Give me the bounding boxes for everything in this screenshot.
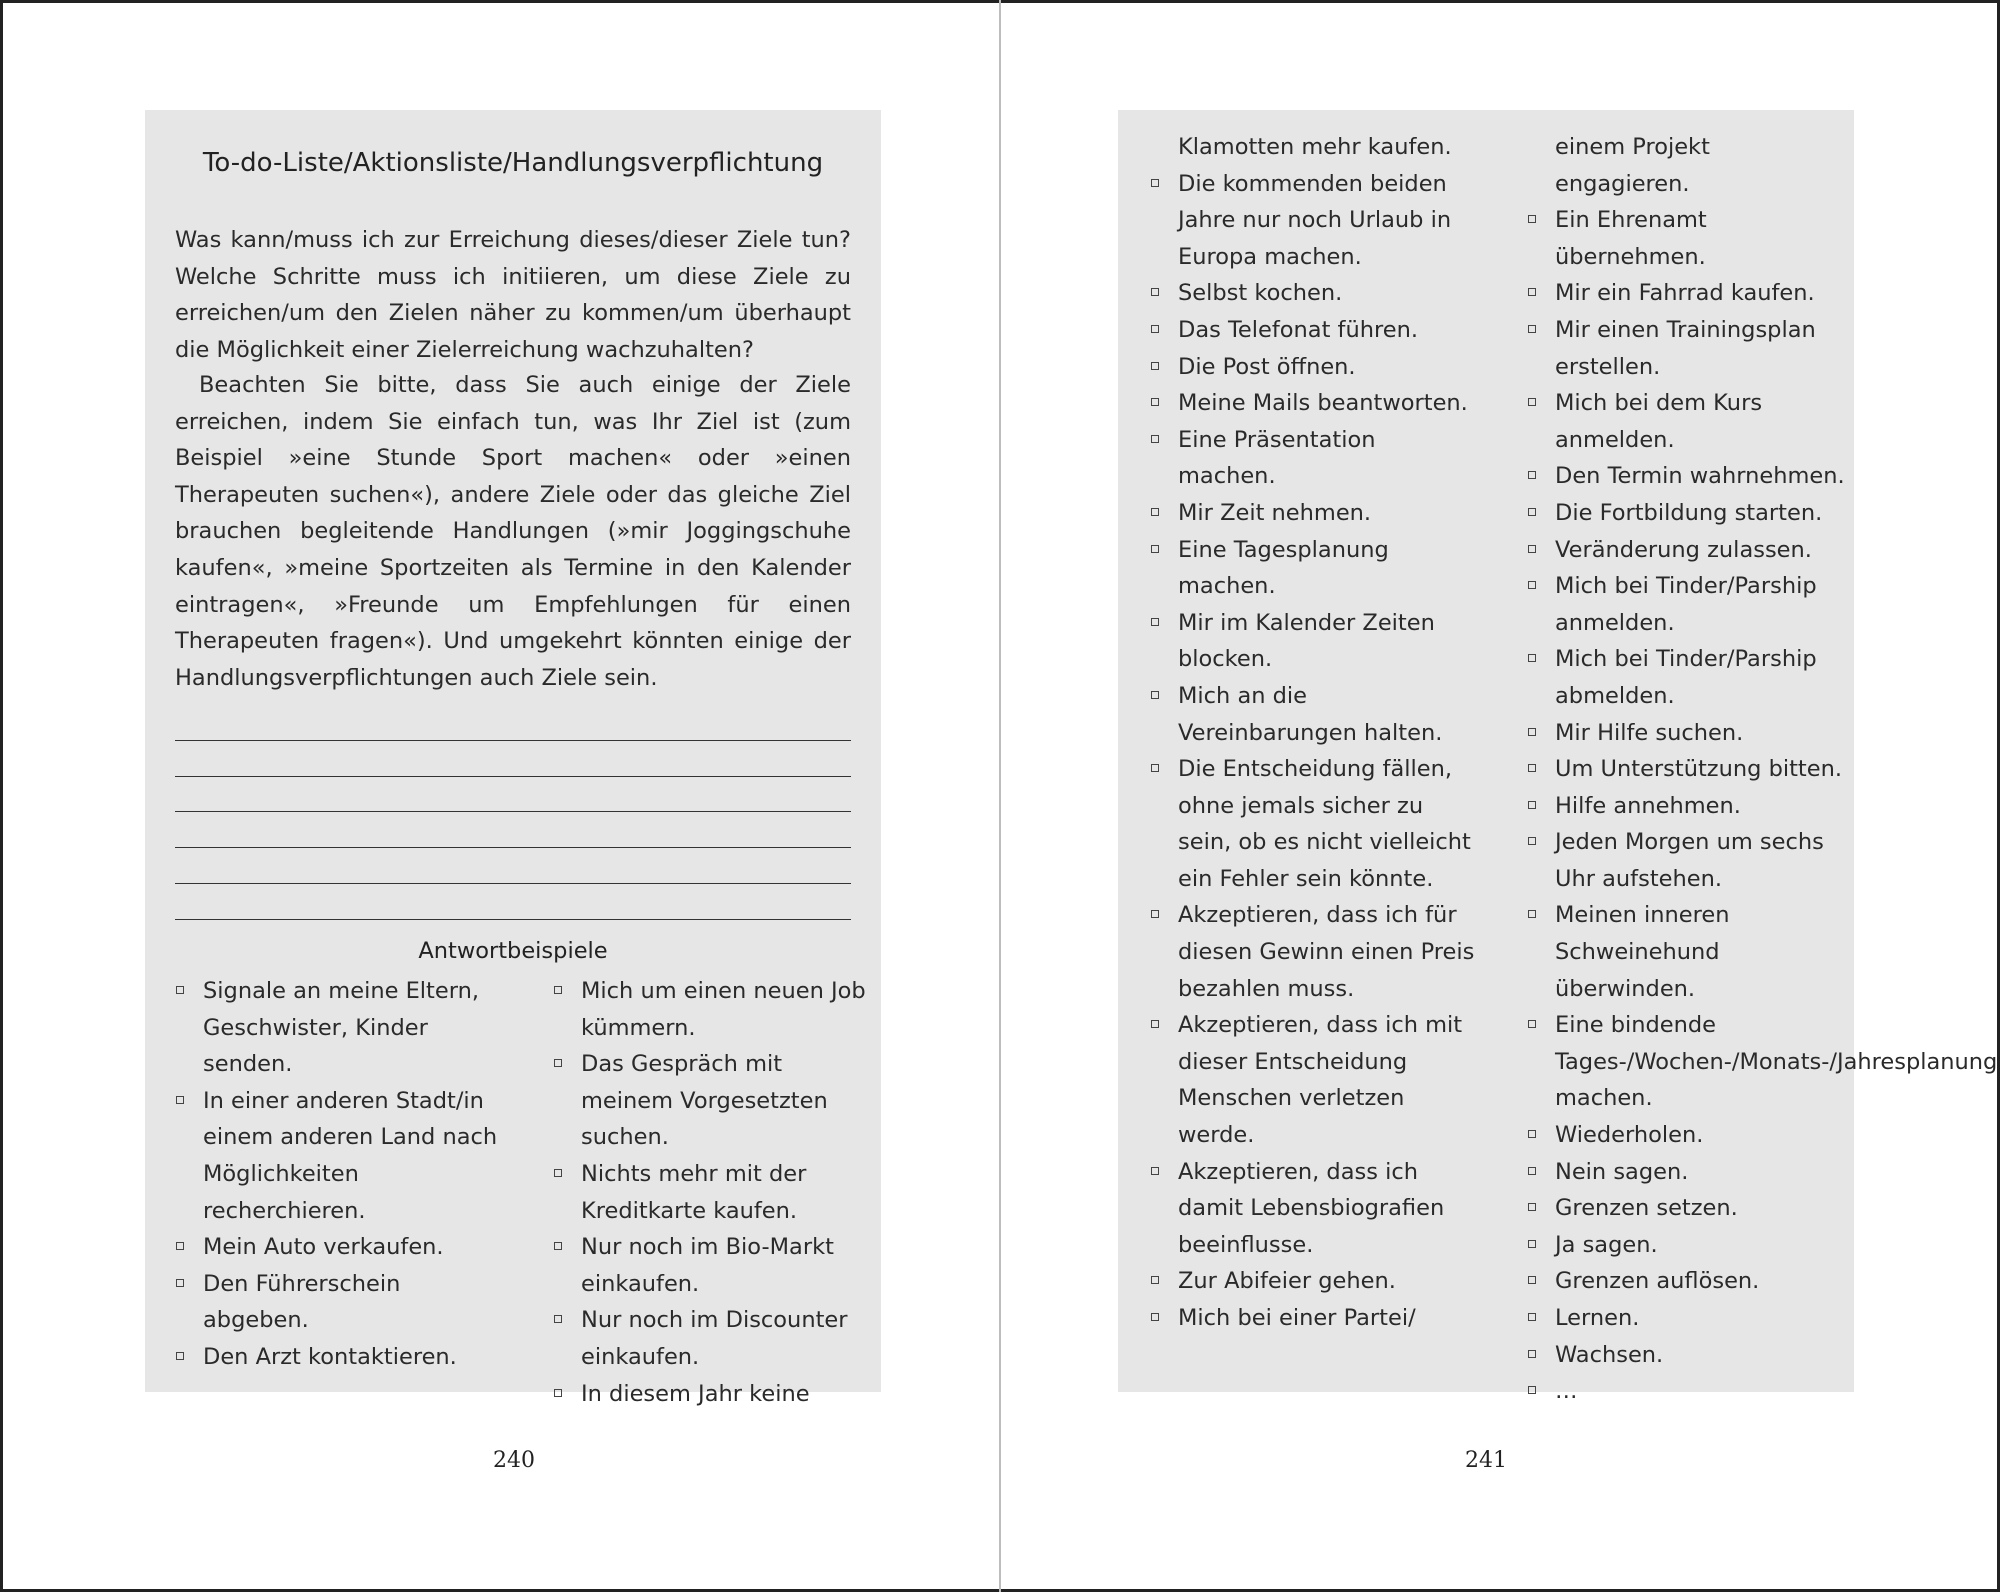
checkbox-square-icon [1151,179,1159,187]
list-item: Die Fortbildung starten. [1525,495,1845,532]
checkbox-square-icon [554,1315,562,1323]
checkbox-square-icon [1528,471,1536,479]
checkbox-square-icon [554,1169,562,1177]
left-page [0,0,998,1592]
checkbox-square-icon [1151,1167,1159,1175]
list-item: Eine bindende Tages-/Wochen-/Monats-/Jahresplanung machen. [1525,1007,1845,1117]
checkbox-square-icon [554,986,562,994]
list-item: Mich um einen neuen Job kümmern. [551,973,871,1046]
list-item: Nur noch im Discounter einkaufen. [551,1302,871,1375]
list-item: Mir einen Trainingsplan erstellen. [1525,312,1845,385]
list-item: Akzeptieren, dass ich für diesen Gewinn einen Preis bezahlen muss. [1148,897,1478,1007]
list-item: Jeden Morgen um sechs Uhr aufstehen. [1525,824,1845,897]
checkbox-square-icon [1151,1020,1159,1028]
list-item: In diesem Jahr keine [551,1376,871,1413]
checkbox-square-icon [1528,1350,1536,1358]
list-item: Mich bei Tinder/Parship abmelden. [1525,641,1845,714]
checkbox-square-icon [176,1352,184,1360]
checkbox-square-icon [1151,691,1159,699]
answer-line[interactable] [175,777,851,813]
list-item: Das Telefonat führen. [1148,312,1478,349]
list-item: Die Post öffnen. [1148,349,1478,386]
checkbox-square-icon [1528,288,1536,296]
intro-paragraph: Was kann/muss ich zur Erreichung dieses/dieser Ziele tun? Welche Schritte muss ich initiieren, um diese Ziele zu erreichen/um den Zielen näher zu kommen/um überhaupt die Möglichkeit einer Zielerreichung wachzuhalten? [175,227,851,363]
list-item: Grenzen auflösen. [1525,1263,1845,1300]
checkbox-square-icon [1151,910,1159,918]
checkbox-square-icon [1151,288,1159,296]
checkbox-square-icon [1528,654,1536,662]
list-item: Die Entscheidung fällen, ohne jemals sicher zu sein, ob es nicht vielleicht ein Fehler sein könnte. [1148,751,1478,897]
list-item: Den Termin wahrnehmen. [1525,458,1845,495]
list-item: Mir Zeit nehmen. [1148,495,1478,532]
list-item: Veränderung zulassen. [1525,532,1845,569]
list-item: Eine Tagesplanung machen. [1148,532,1478,605]
answer-line[interactable] [175,705,851,741]
answer-lines[interactable] [175,705,851,920]
list-item: Nichts mehr mit der Kreditkarte kaufen. [551,1156,871,1229]
checkbox-square-icon [1528,1020,1536,1028]
checkbox-square-icon [1528,1167,1536,1175]
list-item: Mich bei einer Partei/ [1148,1300,1478,1337]
list-item: Akzeptieren, dass ich damit Lebensbiografien beeinflusse. [1148,1154,1478,1264]
checkbox-square-icon [1528,581,1536,589]
examples-column-3 [1148,129,1478,1337]
checkbox-square-icon [1151,398,1159,406]
list-item: Den Arzt kontaktieren. [173,1339,503,1376]
answer-line[interactable] [175,848,851,884]
page-number: 241 [1465,1448,1507,1473]
list-item: Mich bei Tinder/Parship anmelden. [1525,568,1845,641]
checkbox-square-icon [554,1059,562,1067]
section-title: To-do-Liste/Aktionsliste/Handlungsverpflichtung [202,148,824,178]
checkbox-square-icon [1528,545,1536,553]
list-item: Mich bei dem Kurs anmelden. [1525,385,1845,458]
checkbox-square-icon [1528,1130,1536,1138]
checkbox-square-icon [1151,618,1159,626]
exercise-box [145,110,881,1407]
checkbox-square-icon [176,986,184,994]
list-item: Ja sagen. [1525,1227,1845,1264]
checkbox-square-icon [1528,728,1536,736]
list-item: In einer anderen Stadt/in einem anderen Land nach Möglichkeiten recherchieren. [173,1083,503,1229]
checkbox-square-icon [1151,545,1159,553]
checkbox-square-icon [1528,215,1536,223]
checkbox-square-icon [554,1242,562,1250]
checkbox-square-icon [1528,801,1536,809]
list-item: Grenzen setzen. [1525,1190,1845,1227]
explanation-paragraph: Beachten Sie bitte, dass Sie auch einige der Ziele erreichen, indem Sie einfach tun, was Ihr Ziel ist (zum Beispiel »eine Stunde Sport machen« oder »einen Therapeuten suchen«), andere Ziele oder das gleiche Ziel brauchen begleitende Handlungen (»mir Joggingschuhe kaufen«, »meine Sportzeiten als Termine in den Kalender eintragen«, »Freunde um Empfehlungen für einen Therapeuten fragen«). Und umgekehrt könnten einige der Handlungsverpflichtungen auch Ziele sein. [175,372,851,691]
list-item: Wiederholen. [1525,1117,1845,1154]
checkbox-square-icon [1151,764,1159,772]
checkbox-square-icon [554,1389,562,1397]
answer-line[interactable] [175,812,851,848]
checkbox-square-icon [1151,362,1159,370]
checkbox-square-icon [1528,1203,1536,1211]
list-item: … [1525,1373,1845,1410]
checkbox-square-icon [1528,1313,1536,1321]
checkbox-square-icon [1528,764,1536,772]
checkbox-square-icon [176,1242,184,1250]
checkbox-square-icon [1528,910,1536,918]
checkbox-square-icon [1528,398,1536,406]
answer-line[interactable] [175,741,851,777]
checkbox-square-icon [1151,1276,1159,1284]
list-item: Signale an meine Eltern, Geschwister, Kinder senden. [173,973,503,1083]
examples-column-1 [173,973,503,1376]
examples-column-2 [551,973,871,1412]
list-item: Den Führerschein abgeben. [173,1266,503,1339]
examples-column-4 [1525,129,1998,1410]
checkbox-square-icon [1528,837,1536,845]
list-item: Meine Mails beantworten. [1148,385,1478,422]
list-item: Eine Präsentation machen. [1148,422,1478,495]
checkbox-square-icon [1151,325,1159,333]
answer-line[interactable] [175,884,851,920]
right-page [1001,0,1999,1592]
list-item: Akzeptieren, dass ich mit dieser Entscheidung Menschen verletzen werde. [1148,1007,1478,1153]
checkbox-square-icon [176,1096,184,1104]
examples-heading: Antwortbeispiele [418,938,608,964]
list-item: Um Unterstützung bitten. [1525,751,1845,788]
list-item-continuation: Klamotten mehr kaufen. [1178,134,1452,160]
list-item: Wachsen. [1525,1337,1845,1374]
page-number: 240 [493,1448,535,1473]
list-item: Das Gespräch mit meinem Vorgesetzten suchen. [551,1046,871,1156]
checkbox-square-icon [176,1279,184,1287]
checkbox-square-icon [1151,1313,1159,1321]
checkbox-square-icon [1151,508,1159,516]
list-item: Mein Auto verkaufen. [173,1229,503,1266]
list-item: Zur Abifeier gehen. [1148,1263,1478,1300]
list-item-continuation: einem Projekt engagieren. [1555,134,1710,197]
list-item: Lernen. [1525,1300,1845,1337]
list-item: Mir Hilfe suchen. [1525,715,1845,752]
checkbox-square-icon [1151,435,1159,443]
list-item: Nur noch im Bio-Markt einkaufen. [551,1229,871,1302]
list-item: Nein sagen. [1525,1154,1845,1191]
list-item: Mir ein Fahrrad kaufen. [1525,275,1845,312]
list-item: Hilfe annehmen. [1525,788,1845,825]
list-item: Ein Ehrenamt übernehmen. [1525,202,1845,275]
list-item: Die kommenden beiden Jahre nur noch Urlaub in Europa machen. [1148,166,1478,276]
list-item: Mich an die Vereinbarungen halten. [1148,678,1478,751]
checkbox-square-icon [1528,508,1536,516]
checkbox-square-icon [1528,1240,1536,1248]
list-item: Mir im Kalender Zeiten blocken. [1148,605,1478,678]
checkbox-square-icon [1528,325,1536,333]
checkbox-square-icon [1528,1386,1536,1394]
checkbox-square-icon [1528,1276,1536,1284]
list-item: Meinen inneren Schweinehund überwinden. [1525,897,1845,1007]
exercise-box-continued [1118,110,1998,1405]
list-item: Selbst kochen. [1148,275,1478,312]
